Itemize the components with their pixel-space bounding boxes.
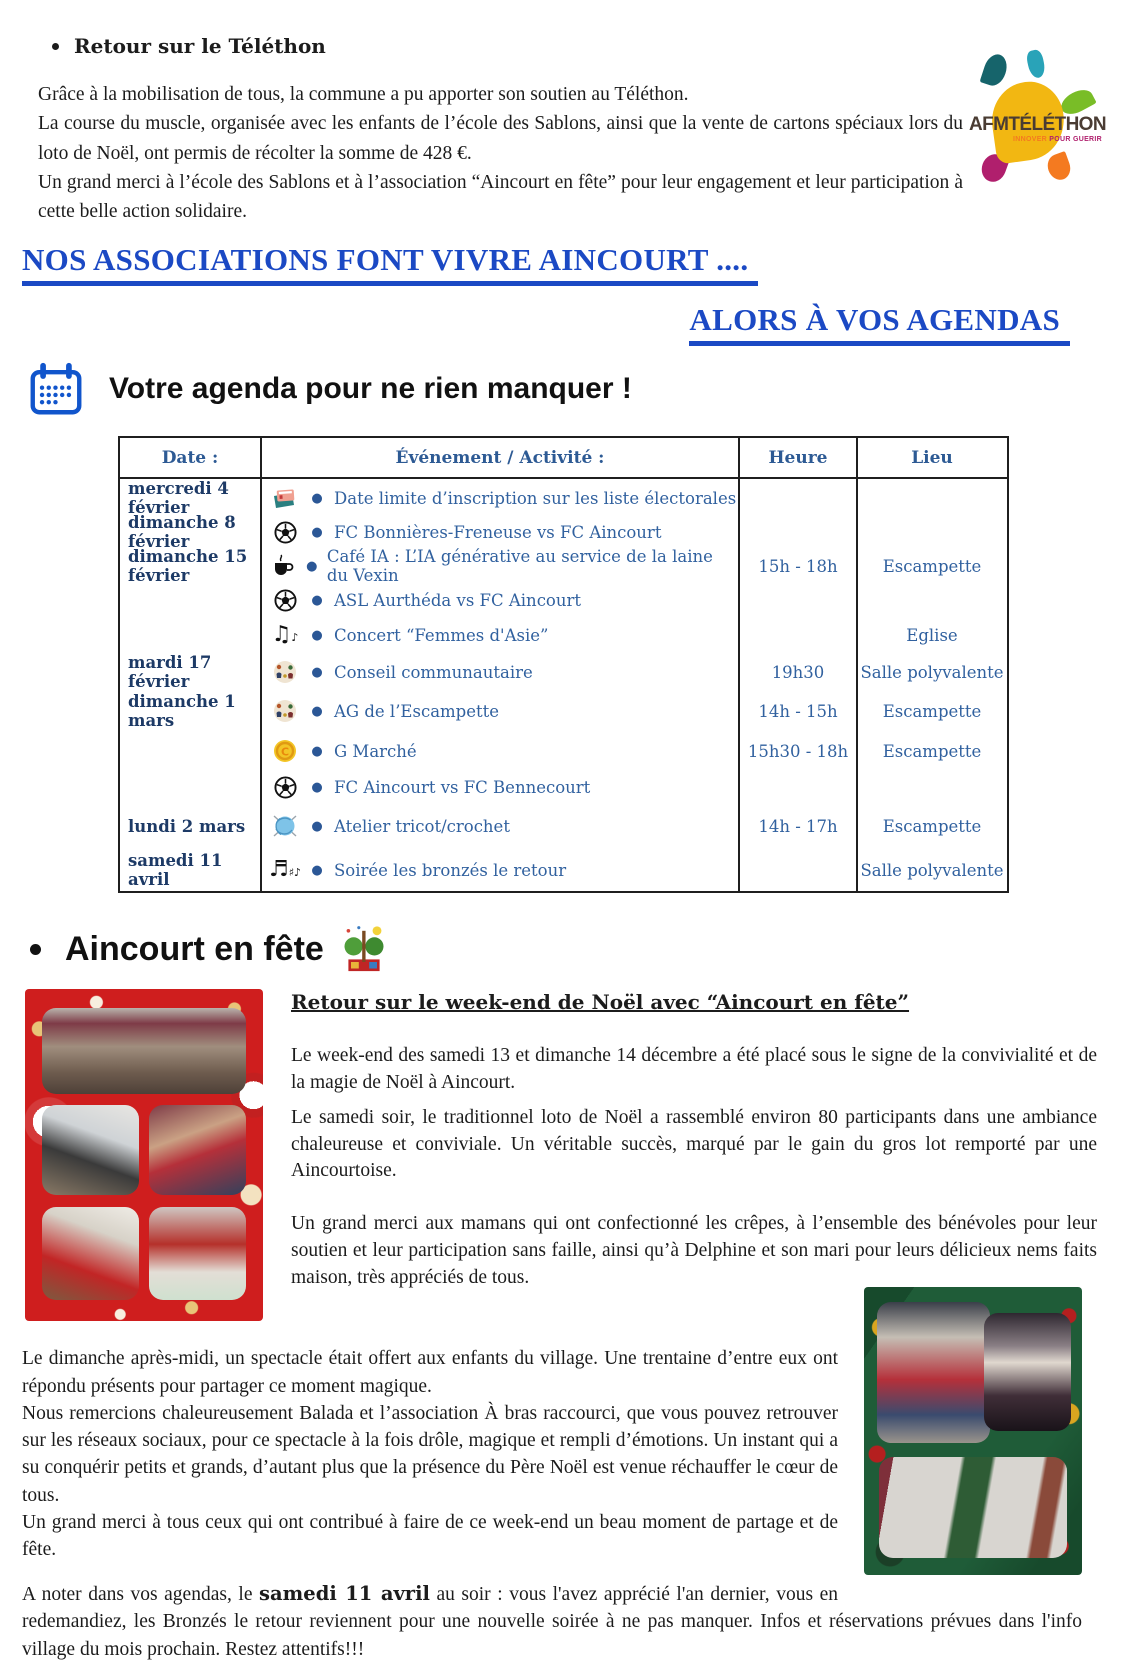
afm-logo-tagline: INNOVER POUR GUERIR [1013, 136, 1102, 143]
fete-para-2: Un grand merci aux mamans qui ont confectionné les crêpes, à l’ensemble des bénévoles pour leur soutien et leur participation sans faille, ainsi qu’à Delphine et son mari pour leurs délicieux nems faits maison, très appréciés de tous. [291, 1213, 1097, 1289]
bullet-icon: ● [311, 779, 323, 795]
agenda-date [120, 731, 262, 771]
fete-heading-row [30, 923, 1122, 975]
note-date-bold: samedi 11 avril [259, 1581, 430, 1605]
afm-telethon-logo [956, 58, 1106, 186]
agenda-date: lundi 2 mars [120, 803, 262, 849]
afm-logo-text: AFMTÉLÉTHON [969, 114, 1106, 135]
spectacle-para-c: Un grand merci à tous ceux qui ont contribué à faire de ce week-end un beau moment de partage et de fête. [22, 1512, 838, 1561]
logo-petal-icon [1044, 151, 1074, 183]
agenda-heure [740, 583, 858, 617]
agenda-event: Concert “Femmes d'Asie” [334, 625, 549, 645]
soccer-ball-icon [270, 589, 300, 612]
telethon-para-2: La course du muscle, organisée avec les enfants de l’école des Sablons, ainsi que la vente de cartons spéciaux lors du loto de Noël, ont permis de récolter la somme de 428 €. [38, 113, 963, 164]
agenda-event-cell [262, 617, 740, 653]
agenda-date: dimanche 8 février [120, 513, 262, 551]
agenda-event: Café IA : L’IA générative au service de la laine du Vexin [326, 547, 713, 586]
agenda-event-cell [262, 731, 740, 771]
spectacle-para-b: Nous remercions chaleureusement Balada et l’association À bras raccourci, que vous pouvez retrouver sur les réseaux sociaux, pour ce spectacle à la fois drôle, magique et rempli d’émotions. Un instant qui a su conquérir petits et grands, d’autant plus que la présence du Père Noël est venue réchauffer le cœur de tous. [22, 1402, 838, 1506]
agenda-lieu: Escampette [882, 741, 982, 761]
bullet-icon: ● [311, 524, 323, 540]
agenda-event-cell [262, 803, 740, 849]
bullet-icon: ● [311, 703, 323, 719]
agenda-event-cell [262, 583, 740, 617]
agenda-date: mardi 17 février [120, 653, 262, 691]
yarn-ball-icon [270, 813, 300, 839]
bullet-icon [52, 43, 59, 50]
col-header-lieu: Lieu [911, 447, 953, 468]
agenda-heure: 14h - 17h [740, 803, 858, 849]
telethon-para-1: Grâce à la mobilisation de tous, la commune a pu apporter son soutien au Téléthon. [38, 84, 689, 105]
agenda-row [120, 513, 1007, 552]
calendar-icon [25, 358, 87, 420]
spectacle-block [22, 1345, 1082, 1563]
agenda-date: mercredi 4 février [120, 479, 262, 517]
agenda-row [120, 479, 1007, 518]
col-header-event: Événement / Activité : [262, 438, 740, 477]
fete-clipart-icon [338, 923, 390, 975]
bullet-icon: ● [311, 818, 323, 834]
agenda-lieu: Salle polyvalente [860, 662, 1004, 682]
agenda-event-cell [262, 771, 740, 803]
bullet-icon: ● [311, 664, 323, 680]
photo-santa-hats-group [149, 1105, 247, 1195]
soccer-ball-icon [270, 521, 300, 544]
agenda-lieu: Escampette [882, 556, 982, 576]
telethon-heading-row [52, 34, 1082, 58]
agenda-lieu [858, 771, 1006, 803]
photo-crepes-cooking [42, 1207, 140, 1300]
agenda-heure: 19h30 [740, 653, 858, 691]
agenda-row [120, 691, 1007, 731]
main-heading: NOS ASSOCIATIONS FONT VIVRE AINCOURT .... [22, 242, 758, 286]
agenda-row [120, 617, 1007, 653]
agenda-row [120, 731, 1007, 771]
photo-stage-audience [984, 1313, 1071, 1431]
sub-heading-row [0, 302, 1070, 346]
agenda-event: ASL Aurthéda vs FC Aincourt [334, 590, 582, 610]
agenda-table-body [120, 479, 1007, 891]
agenda-event: Date limite d’inscription sur les liste électorales [334, 488, 737, 508]
coin-icon [270, 739, 300, 763]
sub-heading: ALORS À VOS AGENDAS [689, 302, 1070, 346]
agenda-heure [740, 513, 858, 551]
fete-para-1a: Le week-end des samedi 13 et dimanche 14 décembre a été placé sous le signe de la convivialité et de la magie de Noël à Aincourt. [291, 1044, 1097, 1093]
agenda-heure [740, 849, 858, 891]
meeting-icon [270, 699, 300, 723]
photo-christmas-decor [879, 1457, 1066, 1558]
note-post: au soir : vous l'avez apprécié l'an dernier, vous en redemandiez, les Bronzés le retour reviennent pour une nouvelle soirée à ne pas manquer. Infos et réservations prévues dans l'info village du mois prochain. Restez attentifs!!! [22, 1583, 1082, 1660]
photo-volunteer-kitchen [42, 1105, 140, 1195]
spectacle-para-a: Le dimanche après-midi, un spectacle était offert aux enfants du village. Une trentaine d’entre eux ont répondu présents pour partager ce moment magique. [22, 1348, 838, 1397]
bullet-icon: ● [311, 490, 323, 506]
coffee-cup-icon [270, 553, 297, 579]
agenda-lieu: Salle polyvalente [860, 860, 1004, 880]
ballot-box-icon [270, 486, 300, 510]
agenda-lieu [858, 479, 1006, 517]
agenda-date [120, 617, 262, 653]
agenda-heading: Votre agenda pour ne rien manquer ! [109, 372, 632, 406]
bullet-icon: ● [311, 592, 323, 608]
agenda-event-cell [262, 547, 740, 585]
agenda-heure [740, 479, 858, 517]
agenda-table-header [120, 438, 1007, 479]
photo-collage-loto [25, 989, 263, 1321]
agenda-event: FC Aincourt vs FC Bennecourt [334, 777, 591, 797]
agenda-event-cell [262, 691, 740, 731]
agenda-lieu: Eglise [906, 625, 958, 645]
bullet-icon: ● [311, 743, 323, 759]
bullet-icon [30, 944, 41, 955]
agenda-heure: 15h - 18h [740, 547, 858, 585]
agenda-heure [740, 617, 858, 653]
agenda-lieu [858, 513, 1006, 551]
photo-santa-visit [877, 1302, 990, 1443]
agenda-row [120, 547, 1007, 586]
agenda-event: Atelier tricot/crochet [334, 816, 510, 836]
agenda-event: G Marché [334, 741, 417, 761]
agenda-event-cell [262, 479, 740, 517]
agenda-event-cell [262, 513, 740, 551]
meeting-icon [270, 660, 300, 684]
agenda-date [120, 771, 262, 803]
agenda-date [120, 583, 262, 617]
telethon-heading: Retour sur le Téléthon [74, 34, 326, 58]
photo-santa-doll [149, 1207, 247, 1300]
agenda-heure: 15h30 - 18h [740, 731, 858, 771]
fete-text-block [291, 989, 1097, 1321]
bullet-icon: ● [306, 558, 318, 574]
fete-heading: Aincourt en fête [65, 929, 324, 968]
agenda-lieu: Escampette [882, 816, 982, 836]
fete-subheading: Retour sur le week-end de Noël avec “Aincourt en fête” [291, 990, 910, 1015]
music-notes-icon: ♫♪ [271, 622, 299, 648]
disco-notes-icon: ♬♯♪ [268, 857, 302, 883]
agenda-heure: 14h - 15h [740, 691, 858, 731]
agenda-date: dimanche 15 février [120, 547, 262, 585]
svg-text:C: C [280, 745, 290, 759]
agenda-lieu [858, 583, 1006, 617]
agenda-event: Conseil communautaire [334, 662, 533, 682]
agenda-row [120, 771, 1007, 803]
main-heading-row [22, 242, 1122, 286]
agenda-event: Soirée les bronzés le retour [334, 860, 567, 880]
agenda-heure [740, 771, 858, 803]
bullet-icon: ● [311, 862, 323, 878]
telethon-para-3: Un grand merci à l’école des Sablons et à l’association “Aincourt en fête” pour leur engagement et leur participation à cette belle action solidaire. [38, 171, 963, 222]
agenda-event: AG de l’Escampette [334, 701, 500, 721]
col-header-date: Date : [120, 438, 262, 477]
soccer-ball-icon [270, 776, 300, 799]
agenda-row [120, 653, 1007, 691]
save-the-date-paragraph [22, 1580, 1082, 1664]
agenda-date: samedi 11 avril [120, 849, 262, 891]
fete-para-1b: Le samedi soir, le traditionnel loto de Noël a rassemblé environ 80 participants dans une ambiance chaleureuse et conviviale. Un véritable succès, marqué par le gain du gros lot remporté par une Aincourtoise. [291, 1106, 1097, 1182]
agenda-date: dimanche 1 mars [120, 691, 262, 731]
bullet-icon: ● [311, 627, 323, 643]
telethon-paragraphs [38, 80, 963, 226]
telethon-section [0, 0, 1122, 226]
agenda-lieu: Escampette [882, 701, 982, 721]
agenda-heading-row [25, 358, 1122, 420]
note-pre: A noter dans vos agendas, le [22, 1583, 260, 1605]
agenda-event: FC Bonnières-Freneuse vs FC Aincourt [334, 522, 662, 542]
photo-collage-spectacle [864, 1287, 1082, 1575]
agenda-table [118, 436, 1009, 893]
fete-columns [25, 989, 1097, 1321]
photo-loto-hall [42, 1008, 247, 1094]
agenda-row [120, 583, 1007, 617]
agenda-row [120, 803, 1007, 849]
agenda-event-cell [262, 653, 740, 691]
agenda-row [120, 849, 1007, 891]
agenda-event-cell [262, 849, 740, 891]
col-header-heure: Heure [740, 438, 858, 477]
